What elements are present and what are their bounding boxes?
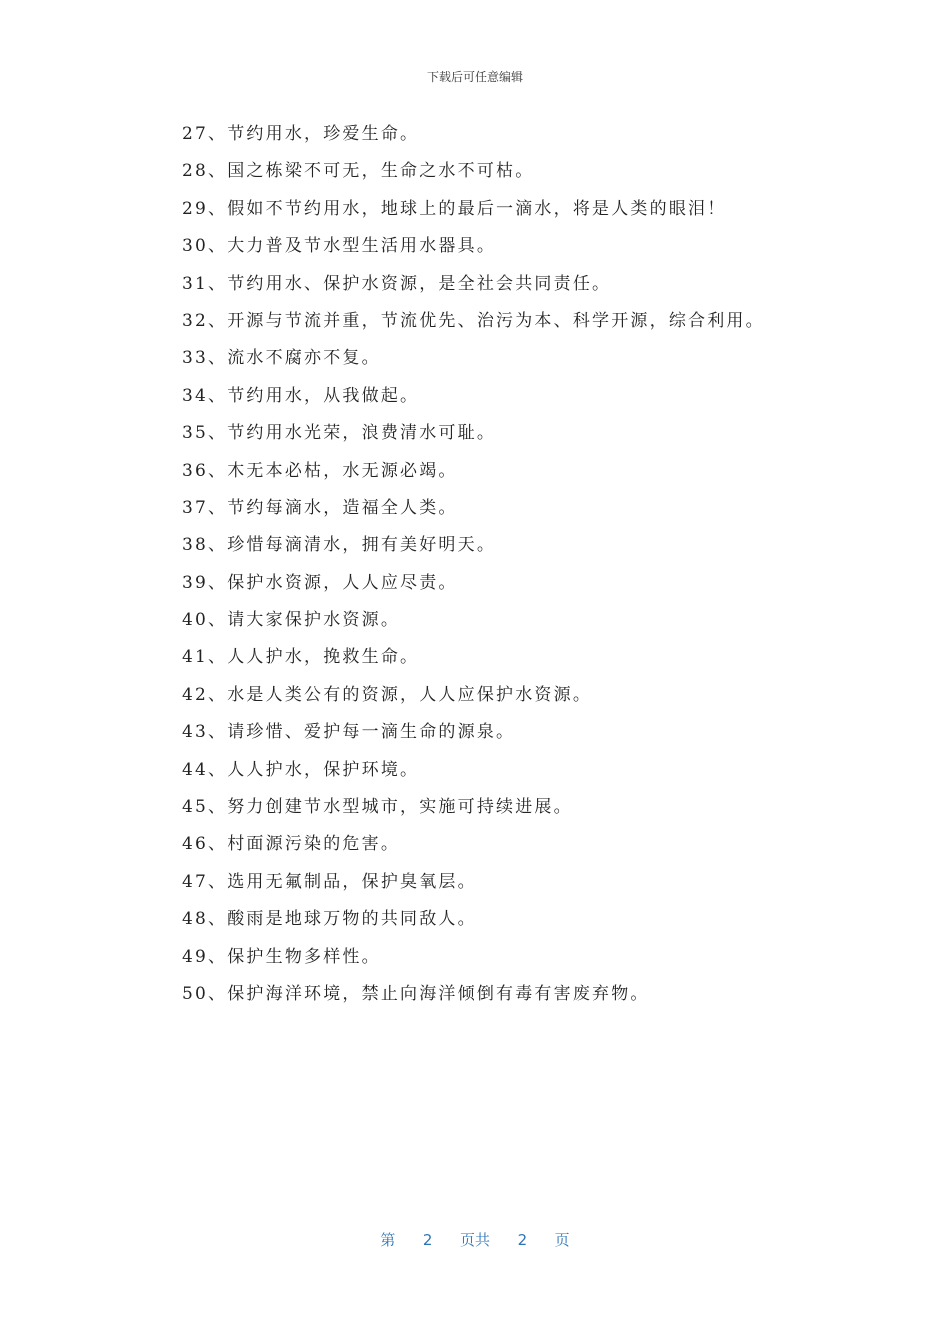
- list-item: 38、珍惜每滴清水，拥有美好明天。: [182, 535, 497, 556]
- list-item: 50、保护海洋环境，禁止向海洋倾倒有毒有害废弃物。: [182, 983, 650, 1004]
- list-item: 33、流水不腐亦不复。: [182, 348, 381, 369]
- page-footer: [0, 1229, 950, 1250]
- slogan-list: [182, 116, 765, 1013]
- list-item: 44、人人护水，保护环境。: [182, 759, 420, 780]
- list-item: 43、请珍惜、爱护每一滴生命的源泉。: [182, 722, 516, 743]
- footer-total-pages: 2: [517, 1231, 528, 1249]
- list-item: 35、节约用水光荣，浪费清水可耻。: [182, 423, 497, 444]
- footer-middle: 页共: [459, 1231, 490, 1249]
- footer-current-page: 2: [422, 1231, 433, 1249]
- list-item: 46、村面源污染的危害。: [182, 834, 401, 855]
- list-item: 36、木无本必枯，水无源必竭。: [182, 460, 458, 481]
- list-item: 31、节约用水、保护水资源，是全社会共同责任。: [182, 273, 612, 294]
- list-item: 29、假如不节约用水，地球上的最后一滴水，将是人类的眼泪！: [182, 198, 727, 219]
- list-item: 47、选用无氟制品，保护臭氧层。: [182, 871, 477, 892]
- list-item: 34、节约用水，从我做起。: [182, 385, 420, 406]
- list-item: 42、水是人类公有的资源，人人应保护水资源。: [182, 684, 593, 705]
- list-item: 39、保护水资源，人人应尽责。: [182, 572, 458, 593]
- list-item: 32、开源与节流并重，节流优先、治污为本、科学开源，综合利用。: [182, 310, 765, 331]
- list-item: 30、大力普及节水型生活用水器具。: [182, 236, 497, 257]
- list-item: 40、请大家保护水资源。: [182, 610, 401, 631]
- footer-suffix: 页: [554, 1231, 570, 1249]
- list-item: 45、努力创建节水型城市，实施可持续进展。: [182, 797, 573, 818]
- footer-prefix: 第: [380, 1231, 396, 1249]
- list-item: 49、保护生物多样性。: [182, 946, 381, 967]
- list-item: 28、国之栋梁不可无，生命之水不可枯。: [182, 161, 535, 182]
- list-item: 48、酸雨是地球万物的共同敌人。: [182, 909, 477, 930]
- list-item: 27、节约用水，珍爱生命。: [182, 124, 420, 144]
- list-item: 37、节约每滴水，造福全人类。: [182, 497, 458, 518]
- header-note: 下载后可任意编辑: [426, 70, 523, 84]
- list-item: 41、人人护水，挽救生命。: [182, 647, 420, 668]
